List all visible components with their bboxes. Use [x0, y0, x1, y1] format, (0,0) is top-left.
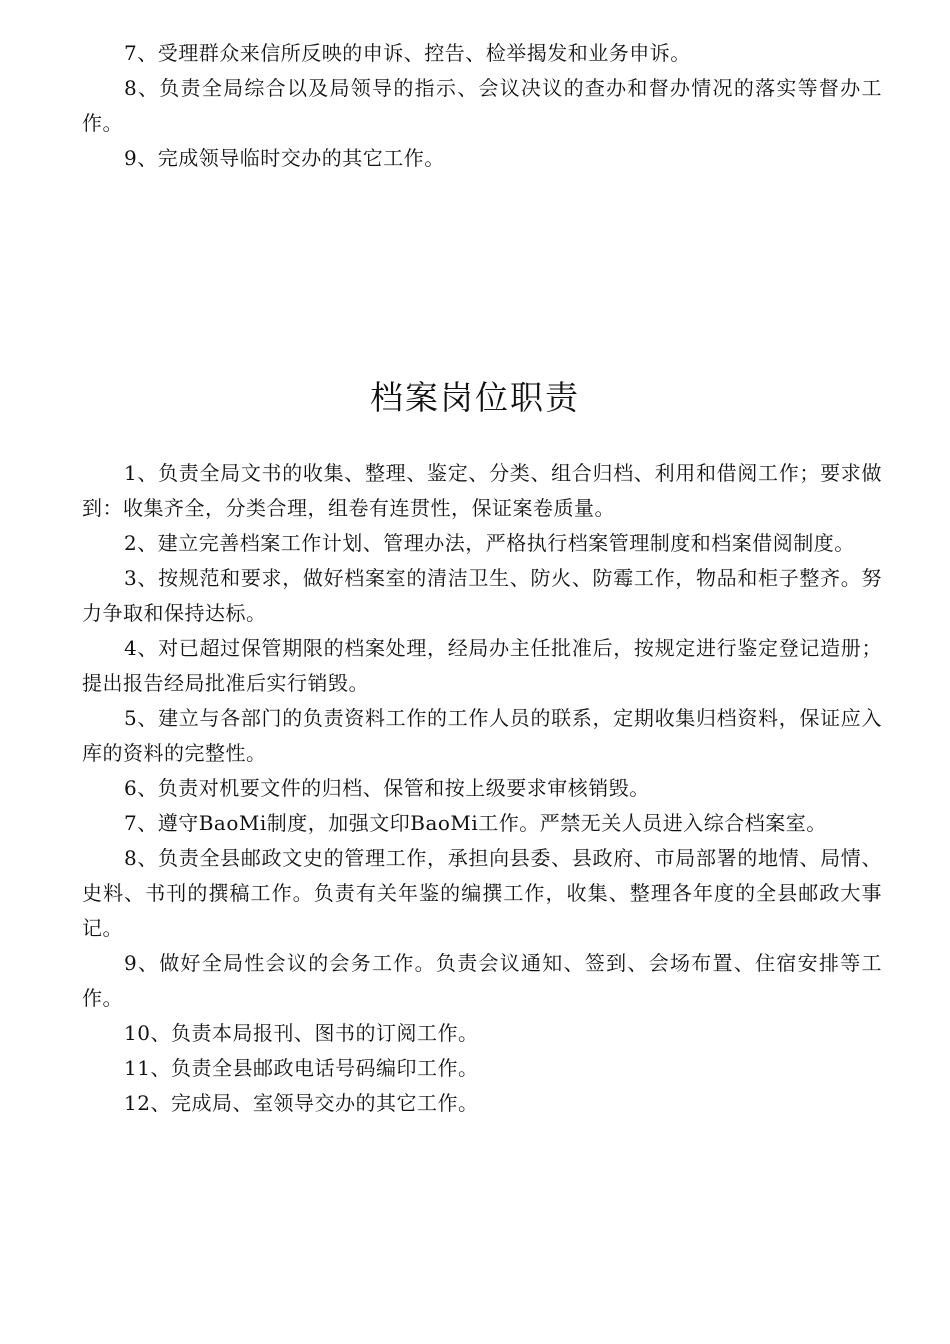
list-item: 5、建立与各部门的负责资料工作的工作人员的联系，定期收集归档资料，保证应入库的资料的完整性。: [82, 706, 882, 765]
list-item: 9、做好全局性会议的会务工作。负责会议通知、签到、会场布置、住宿安排等工作。: [82, 951, 882, 1010]
list-item: 8、负责全县邮政文史的管理工作，承担向县委、县政府、市局部署的地情、局情、史料、书刊的撰稿工作。负责有关年鉴的编撰工作，收集、整理各年度的全县邮政大事记。: [82, 846, 882, 940]
list-item: 6、负责对机要文件的归档、保管和按上级要求审核销毁。: [124, 776, 650, 800]
list-item: 12、完成局、室领导交办的其它工作。: [124, 1091, 479, 1115]
list-item: 10、负责本局报刊、图书的订阅工作。: [124, 1021, 479, 1045]
list-item: 11、负责全县邮政电话号码编印工作。: [124, 1056, 479, 1080]
list-item: 7、遵守BaoMi制度，加强文印BaoMi工作。严禁无关人员进入综合档案室。: [124, 811, 827, 835]
previous-section-continuation: [82, 36, 882, 176]
list-item: 8、负责全局综合以及局领导的指示、会议决议的查办和督办情况的落实等督办工作。: [82, 76, 882, 135]
list-item: 3、按规范和要求，做好档案室的清洁卫生、防火、防霉工作，物品和柜子整齐。努力争取和保持达标。: [82, 566, 882, 625]
list-item: 7、受理群众来信所反映的申诉、控告、检举揭发和业务申诉。: [124, 41, 691, 65]
list-item: 1、负责全局文书的收集、整理、鉴定、分类、组合归档、利用和借阅工作；要求做到：收集齐全，分类合理，组卷有连贯性，保证案卷质量。: [82, 461, 882, 520]
list-item: 2、建立完善档案工作计划、管理办法，严格执行档案管理制度和档案借阅制度。: [124, 531, 855, 555]
list-item: 9、完成领导临时交办的其它工作。: [124, 146, 445, 170]
page-title: 档案岗位职责: [370, 378, 580, 417]
duties-list: [82, 456, 882, 1121]
list-item: 4、对已超过保管期限的档案处理，经局办主任批准后，按规定进行鉴定登记造册；提出报告经局批准后实行销毁。: [82, 636, 882, 695]
